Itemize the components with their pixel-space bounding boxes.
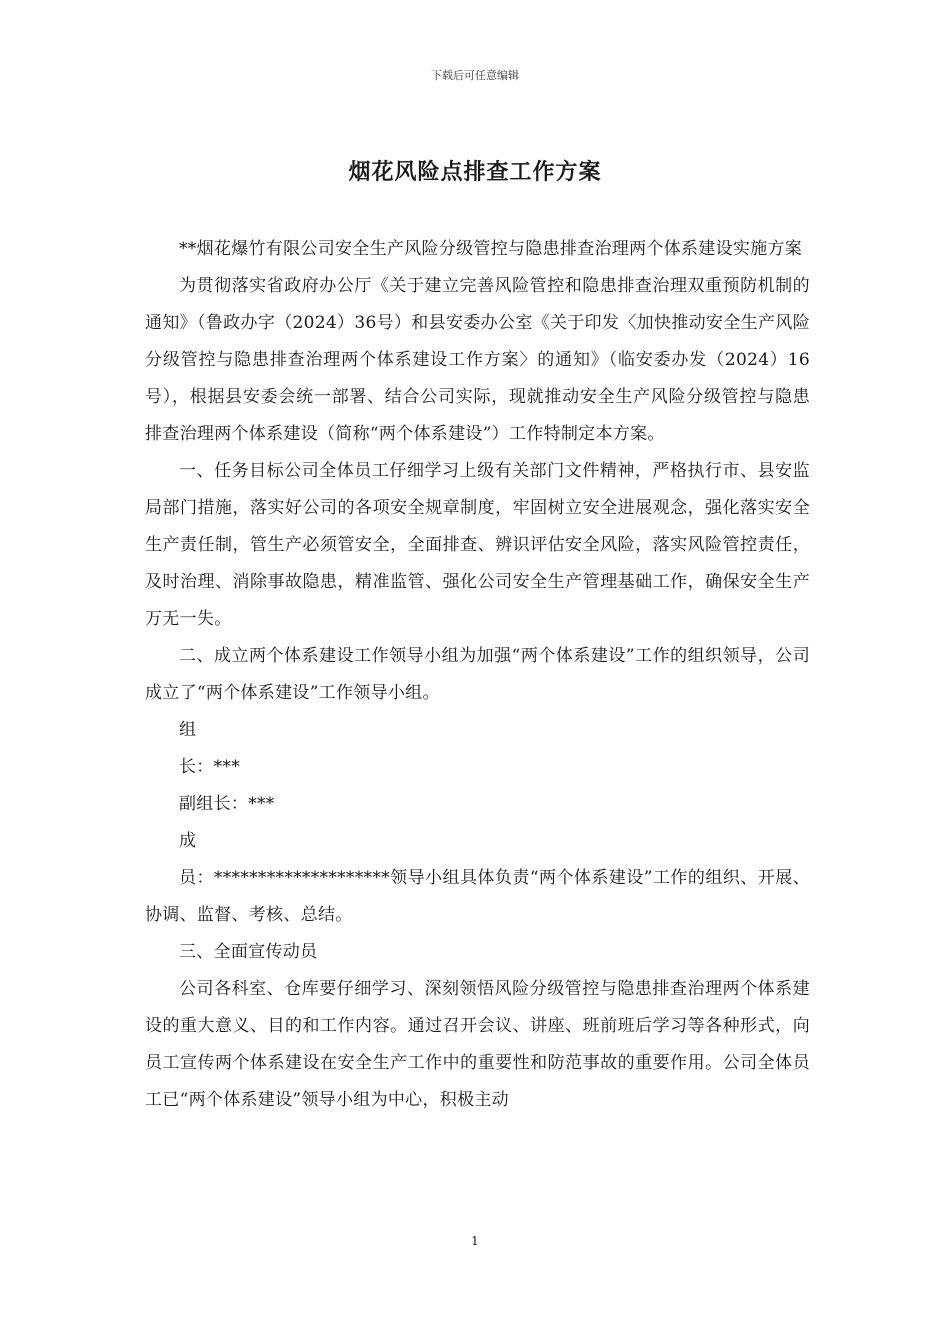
page-number: 1 xyxy=(471,1234,479,1248)
paragraph-section-2: 二、成立两个体系建设工作领导小组为加强“两个体系建设”工作的组织领导，公司成立了“两个体系建设”工作领导小组。 xyxy=(145,646,810,703)
paragraph-members-label: 成 xyxy=(179,831,197,851)
document-title: 烟花风险点排查工作方案 xyxy=(348,159,602,185)
header-note: 下载后可任意编辑 xyxy=(431,69,519,82)
paragraph-section-3-heading: 三、全面宣传动员 xyxy=(179,942,318,962)
document-body xyxy=(145,231,810,1119)
paragraph-members: 员：********************领导小组具体负责“两个体系建设”工作的组织、开展、协调、监督、考核、总结。 xyxy=(145,868,810,925)
paragraph-section-3-body: 公司各科室、仓库要仔细学习、深刻领悟风险分级管控与隐患排查治理两个体系建设的重大意义、目的和工作内容。通过召开会议、讲座、班前班后学习等各种形式，向员工宣传两个体系建设在安全生产工作中的重要性和防范事故的重要作用。公司全体员工已“两个体系建设”领导小组为中心，积极主动 xyxy=(145,979,810,1110)
paragraph-plan-title: **烟花爆竹有限公司安全生产风险分级管控与隐患排查治理两个体系建设实施方案 xyxy=(179,239,803,259)
paragraph-leader-label: 组 xyxy=(179,720,197,740)
paragraph-background: 为贯彻落实省政府办公厅《关于建立完善风险管控和隐患排查治理双重预防机制的通知》（鲁政办字（2024）36号）和县安委办公室《关于印发〈加快推动安全生产风险分级管控与隐患排查治理两个体系建设工作方案〉的通知》（临安委办发（2024）16号），根据县安委会统一部署、结合公司实际，现就推动安全生产风险分级管控与隐患排查治理两个体系建设（简称“两个体系建设”）工作特制定本方案。 xyxy=(145,276,810,444)
paragraph-leader: 长：*** xyxy=(179,757,240,777)
paragraph-deputy-leader: 副组长：*** xyxy=(179,794,275,814)
paragraph-section-1: 一、任务目标公司全体员工仔细学习上级有关部门文件精神，严格执行市、县安监局部门措施，落实好公司的各项安全规章制度，牢固树立安全进展观念，强化落实安全生产责任制，管生产必须管安全，全面排查、辨识评估安全风险，落实风险管控责任，及时治理、消除事故隐患，精准监管、强化公司安全生产管理基础工作，确保安全生产万无一失。 xyxy=(145,461,810,629)
